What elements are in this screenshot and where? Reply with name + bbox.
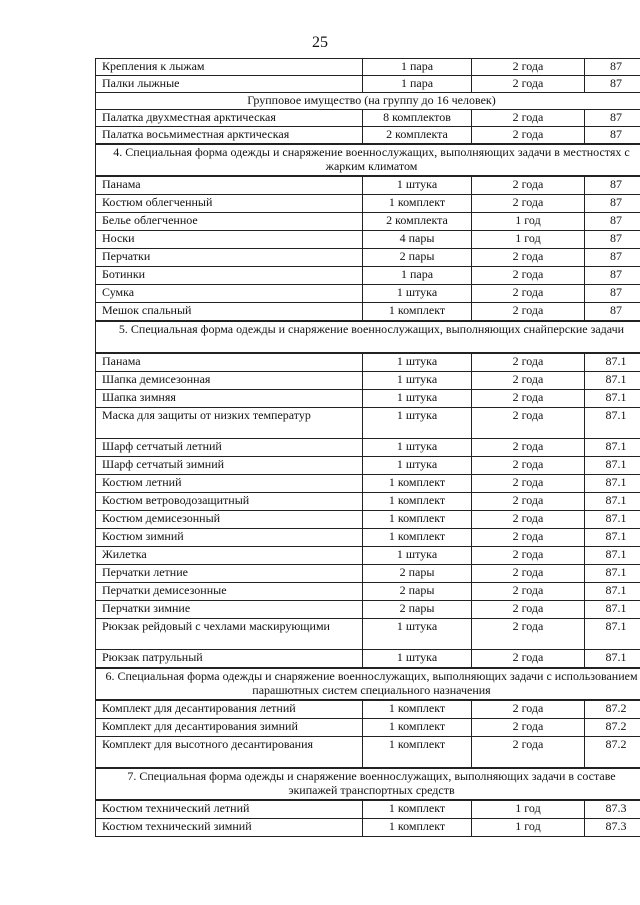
- item-code: 87.1: [585, 390, 640, 408]
- item-name: Костюм облегченный: [96, 195, 363, 213]
- item-qty: 1 пара: [363, 76, 472, 93]
- table-row: [96, 353, 640, 372]
- item-name: Белье облегченное: [96, 213, 363, 231]
- item-qty: 8 комплектов: [363, 110, 472, 127]
- item-term: 2 года: [472, 408, 585, 439]
- item-code: 87.1: [585, 439, 640, 457]
- item-term: 1 год: [472, 800, 585, 819]
- item-term: 2 года: [472, 59, 585, 76]
- item-term: 2 года: [472, 700, 585, 719]
- item-qty: 1 штука: [363, 353, 472, 372]
- item-code: 87.1: [585, 529, 640, 547]
- table-row: [96, 249, 640, 267]
- table-row: [96, 372, 640, 390]
- item-code: 87: [585, 110, 640, 127]
- item-name: Шарф сетчатый летний: [96, 439, 363, 457]
- item-code: 87: [585, 285, 640, 303]
- item-qty: 1 штука: [363, 547, 472, 565]
- item-term: 1 год: [472, 231, 585, 249]
- item-term: 2 года: [472, 583, 585, 601]
- item-name: Сумка: [96, 285, 363, 303]
- item-name: Перчатки: [96, 249, 363, 267]
- table-row: [96, 529, 640, 547]
- item-code: 87: [585, 231, 640, 249]
- item-code: 87.3: [585, 819, 640, 837]
- item-term: 2 года: [472, 737, 585, 769]
- table-row: [96, 457, 640, 475]
- item-term: 2 года: [472, 565, 585, 583]
- item-name: Шапка зимняя: [96, 390, 363, 408]
- item-term: 2 года: [472, 176, 585, 195]
- item-code: 87.1: [585, 650, 640, 669]
- item-qty: 1 комплект: [363, 700, 472, 719]
- table-row: [96, 285, 640, 303]
- item-term: 2 года: [472, 457, 585, 475]
- group-header: Групповое имущество (на группу до 16 человек): [96, 93, 640, 110]
- item-name: Костюм технический летний: [96, 800, 363, 819]
- item-qty: 1 штука: [363, 408, 472, 439]
- item-qty: 1 комплект: [363, 475, 472, 493]
- table-row: [96, 511, 640, 529]
- section-4-body: [96, 176, 640, 321]
- section-7-header-row: [96, 768, 640, 800]
- item-term: 2 года: [472, 601, 585, 619]
- item-name: Носки: [96, 231, 363, 249]
- item-term: 2 года: [472, 619, 585, 650]
- table-row: [96, 231, 640, 249]
- section-6-body: [96, 700, 640, 768]
- table-row: [96, 390, 640, 408]
- item-name: Панама: [96, 353, 363, 372]
- item-name: Комплект для высотного десантирования: [96, 737, 363, 769]
- item-code: 87.1: [585, 619, 640, 650]
- section-6-title: 6. Специальная форма одежды и снаряжение военнослужащих, выполняющих задачи с использованием парашютных систем специального назначения: [96, 668, 640, 700]
- table-row: [96, 439, 640, 457]
- item-name: Комплект для десантирования зимний: [96, 719, 363, 737]
- item-name: Костюм летний: [96, 475, 363, 493]
- item-code: 87: [585, 127, 640, 145]
- item-qty: 1 штука: [363, 285, 472, 303]
- item-name: Мешок спальный: [96, 303, 363, 322]
- item-code: 87.1: [585, 353, 640, 372]
- section-6-header-row: [96, 668, 640, 700]
- item-term: 2 года: [472, 285, 585, 303]
- page-number: 25: [312, 34, 328, 51]
- table-row: [96, 475, 640, 493]
- table-row: [96, 408, 640, 439]
- item-term: 2 года: [472, 195, 585, 213]
- item-term: 2 года: [472, 439, 585, 457]
- section-7-body: [96, 800, 640, 837]
- item-code: 87.1: [585, 565, 640, 583]
- item-qty: 4 пары: [363, 231, 472, 249]
- item-code: 87: [585, 303, 640, 322]
- item-term: 1 год: [472, 213, 585, 231]
- table-row: [96, 800, 640, 819]
- table-row: [96, 176, 640, 195]
- item-name: Костюм технический зимний: [96, 819, 363, 837]
- item-code: 87.2: [585, 719, 640, 737]
- item-name: Перчатки летние: [96, 565, 363, 583]
- item-name: Костюм демисезонный: [96, 511, 363, 529]
- item-code: 87.1: [585, 475, 640, 493]
- group-header-row: [96, 93, 640, 110]
- item-term: 1 год: [472, 819, 585, 837]
- table-row: [96, 110, 640, 127]
- item-qty: 2 пары: [363, 601, 472, 619]
- item-qty: 1 штука: [363, 176, 472, 195]
- item-qty: 1 комплект: [363, 719, 472, 737]
- item-code: 87: [585, 176, 640, 195]
- item-qty: 1 штука: [363, 650, 472, 669]
- item-term: 2 года: [472, 267, 585, 285]
- item-code: 87: [585, 267, 640, 285]
- item-qty: 1 штука: [363, 390, 472, 408]
- item-name: Жилетка: [96, 547, 363, 565]
- table-row: [96, 619, 640, 650]
- item-qty: 1 пара: [363, 267, 472, 285]
- item-term: 2 года: [472, 529, 585, 547]
- section-5-body: [96, 353, 640, 668]
- table-row: [96, 303, 640, 322]
- item-term: 2 года: [472, 249, 585, 267]
- section-5-header-row: [96, 321, 640, 353]
- item-qty: 2 пары: [363, 583, 472, 601]
- table-row: [96, 719, 640, 737]
- item-name: Костюм зимний: [96, 529, 363, 547]
- item-term: 2 года: [472, 353, 585, 372]
- item-term: 2 года: [472, 547, 585, 565]
- table-row: [96, 650, 640, 669]
- equipment-table: [95, 58, 640, 837]
- item-qty: 1 пара: [363, 59, 472, 76]
- table-row: [96, 583, 640, 601]
- item-qty: 1 комплект: [363, 800, 472, 819]
- item-qty: 1 комплект: [363, 493, 472, 511]
- table-row: [96, 127, 640, 145]
- item-code: 87: [585, 195, 640, 213]
- item-code: 87.1: [585, 601, 640, 619]
- item-term: 2 года: [472, 719, 585, 737]
- table-row: [96, 267, 640, 285]
- item-term: 2 года: [472, 127, 585, 145]
- item-code: 87.2: [585, 700, 640, 719]
- table-row: [96, 213, 640, 231]
- item-code: 87: [585, 59, 640, 76]
- section-7-title: 7. Специальная форма одежды и снаряжение военнослужащих, выполняющих задачи в составе экипажей транспортных средств: [96, 768, 640, 800]
- item-qty: 2 комплекта: [363, 213, 472, 231]
- table-row: [96, 601, 640, 619]
- item-code: 87.1: [585, 457, 640, 475]
- item-qty: 1 комплект: [363, 737, 472, 769]
- item-term: 2 года: [472, 390, 585, 408]
- table-row: [96, 700, 640, 719]
- item-qty: 1 комплект: [363, 195, 472, 213]
- item-name: Рюкзак патрульный: [96, 650, 363, 669]
- item-code: 87.1: [585, 583, 640, 601]
- item-name: Рюкзак рейдовый с чехлами маскирующими: [96, 619, 363, 650]
- item-term: 2 года: [472, 493, 585, 511]
- item-code: 87.1: [585, 408, 640, 439]
- item-code: 87.3: [585, 800, 640, 819]
- item-qty: 1 комплект: [363, 819, 472, 837]
- item-code: 87.1: [585, 493, 640, 511]
- table-row: [96, 547, 640, 565]
- table-row: [96, 737, 640, 769]
- item-qty: 1 комплект: [363, 511, 472, 529]
- item-name: Палки лыжные: [96, 76, 363, 93]
- item-qty: 2 комплекта: [363, 127, 472, 145]
- item-name: Панама: [96, 176, 363, 195]
- section-4-header-row: [96, 144, 640, 176]
- item-name: Перчатки зимние: [96, 601, 363, 619]
- item-qty: 1 штука: [363, 457, 472, 475]
- item-term: 2 года: [472, 76, 585, 93]
- item-code: 87.2: [585, 737, 640, 769]
- table-row: [96, 76, 640, 93]
- item-code: 87.1: [585, 511, 640, 529]
- item-name: Шарф сетчатый зимний: [96, 457, 363, 475]
- item-qty: 2 пары: [363, 565, 472, 583]
- item-qty: 1 комплект: [363, 303, 472, 322]
- item-term: 2 года: [472, 372, 585, 390]
- item-code: 87.1: [585, 372, 640, 390]
- item-term: 2 года: [472, 511, 585, 529]
- item-code: 87: [585, 249, 640, 267]
- item-name: Палатка двухместная арктическая: [96, 110, 363, 127]
- section-4-title: 4. Специальная форма одежды и снаряжение военнослужащих, выполняющих задачи в местностях с жарким климатом: [96, 144, 640, 176]
- item-name: Шапка демисезонная: [96, 372, 363, 390]
- item-term: 2 года: [472, 650, 585, 669]
- table-row: [96, 493, 640, 511]
- item-term: 2 года: [472, 110, 585, 127]
- item-name: Костюм ветроводозащитный: [96, 493, 363, 511]
- table-row: [96, 819, 640, 837]
- item-name: Палатка восьмиместная арктическая: [96, 127, 363, 145]
- item-name: Маска для защиты от низких температур: [96, 408, 363, 439]
- item-name: Крепления к лыжам: [96, 59, 363, 76]
- item-term: 2 года: [472, 475, 585, 493]
- item-name: Комплект для десантирования летний: [96, 700, 363, 719]
- table-row: [96, 195, 640, 213]
- item-code: 87.1: [585, 547, 640, 565]
- item-qty: 2 пары: [363, 249, 472, 267]
- item-code: 87: [585, 76, 640, 93]
- section-5-title: 5. Специальная форма одежды и снаряжение военнослужащих, выполняющих снайперские задачи: [96, 321, 640, 353]
- table-row: [96, 59, 640, 76]
- item-qty: 1 штука: [363, 619, 472, 650]
- item-qty: 1 штука: [363, 439, 472, 457]
- item-name: Перчатки демисезонные: [96, 583, 363, 601]
- item-name: Ботинки: [96, 267, 363, 285]
- table-row: [96, 565, 640, 583]
- item-term: 2 года: [472, 303, 585, 322]
- item-qty: 1 штука: [363, 372, 472, 390]
- item-code: 87: [585, 213, 640, 231]
- item-qty: 1 комплект: [363, 529, 472, 547]
